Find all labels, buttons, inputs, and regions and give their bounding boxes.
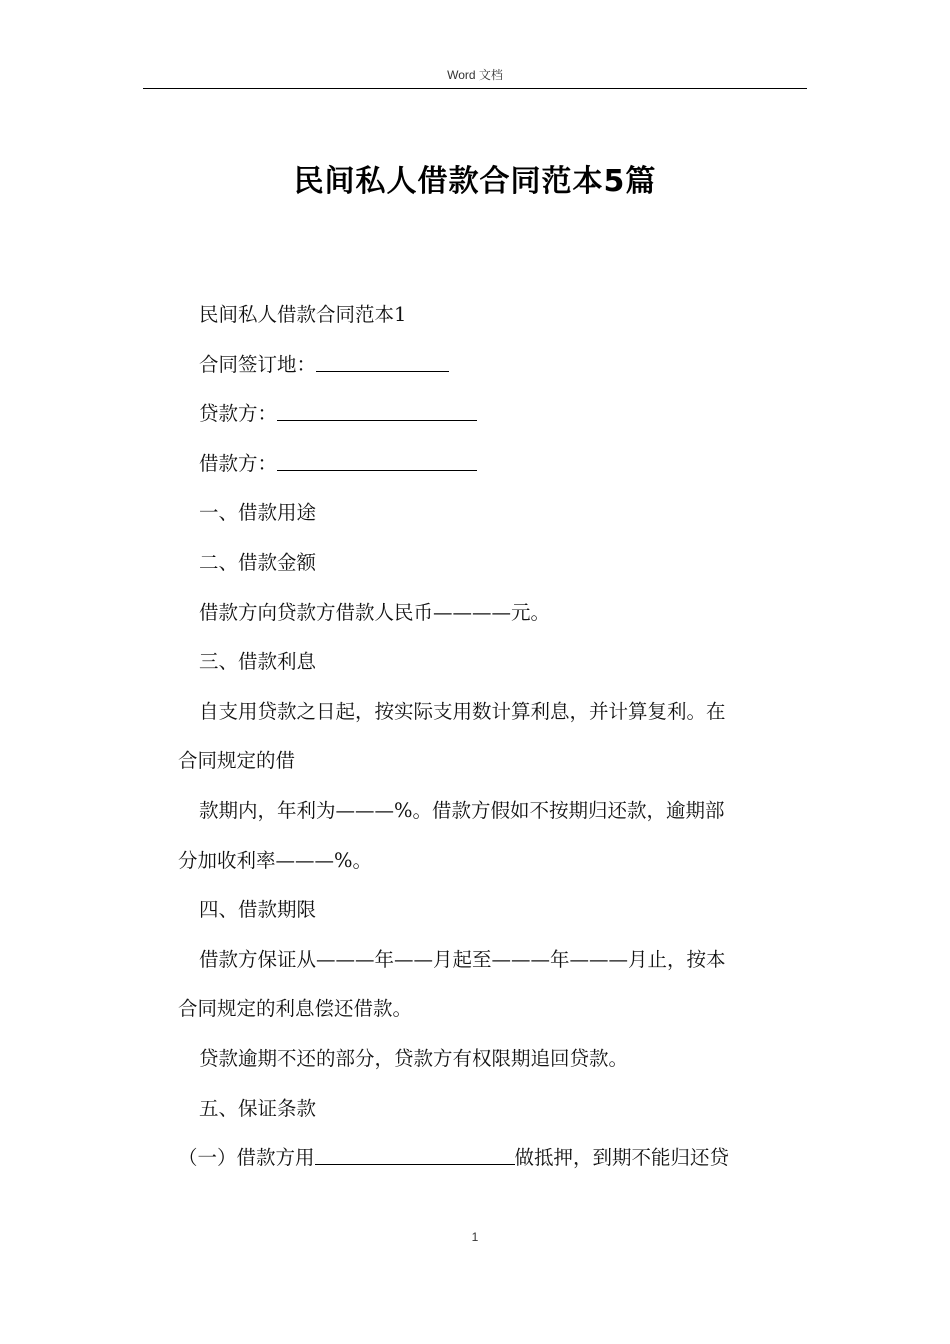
lender-blank <box>277 402 477 421</box>
collateral-blank <box>315 1146 515 1165</box>
document-body <box>178 290 802 1183</box>
page-number: 1 <box>471 1230 479 1244</box>
paragraph-line: 借款方向贷款方借款人民币————元。 <box>199 600 551 624</box>
section-heading: 一、借款用途 <box>199 501 317 525</box>
section-heading: 四、借款期限 <box>199 898 317 922</box>
contract-heading: 民间私人借款合同范本1 <box>199 303 407 326</box>
borrower-blank <box>277 452 477 471</box>
paragraph-line: 合同规定的借 <box>178 749 296 773</box>
section-heading: 五、保证条款 <box>199 1096 317 1120</box>
section-heading: 二、借款金额 <box>199 550 317 574</box>
document-title: 民间私人借款合同范本5篇 <box>293 164 657 199</box>
sign-place-blank <box>316 353 449 372</box>
section-heading: 三、借款利息 <box>199 650 317 674</box>
borrower-label: 借款方： <box>199 451 278 475</box>
paragraph-line: 分加收利率———%。 <box>178 848 373 872</box>
sign-place-label: 合同签订地： <box>199 352 317 376</box>
paragraph-line: 自支用贷款之日起，按实际支用数计算利息，并计算复利。在 <box>199 699 726 723</box>
page-header: Word 文档 <box>447 68 503 82</box>
paragraph-line: 合同规定的利息偿还借款。 <box>178 997 413 1021</box>
lender-line <box>178 389 802 439</box>
lender-label: 贷款方： <box>199 402 278 426</box>
paragraph-line: 贷款逾期不还的部分，贷款方有权限期追回贷款。 <box>199 1046 629 1070</box>
paragraph-line: 借款方保证从———年——月起至———年———月止，按本 <box>199 947 726 971</box>
header-rule <box>143 88 807 89</box>
borrower-line <box>178 439 802 489</box>
guarantee-item-suffix: 做抵押，到期不能归还贷 <box>514 1146 730 1170</box>
sign-place-line <box>178 340 802 390</box>
paragraph-line: 款期内，年利为———%。借款方假如不按期归还款，逾期部 <box>199 798 725 822</box>
guarantee-item-prefix: （一）借款方用 <box>178 1146 315 1170</box>
paragraph-line <box>178 1133 802 1183</box>
